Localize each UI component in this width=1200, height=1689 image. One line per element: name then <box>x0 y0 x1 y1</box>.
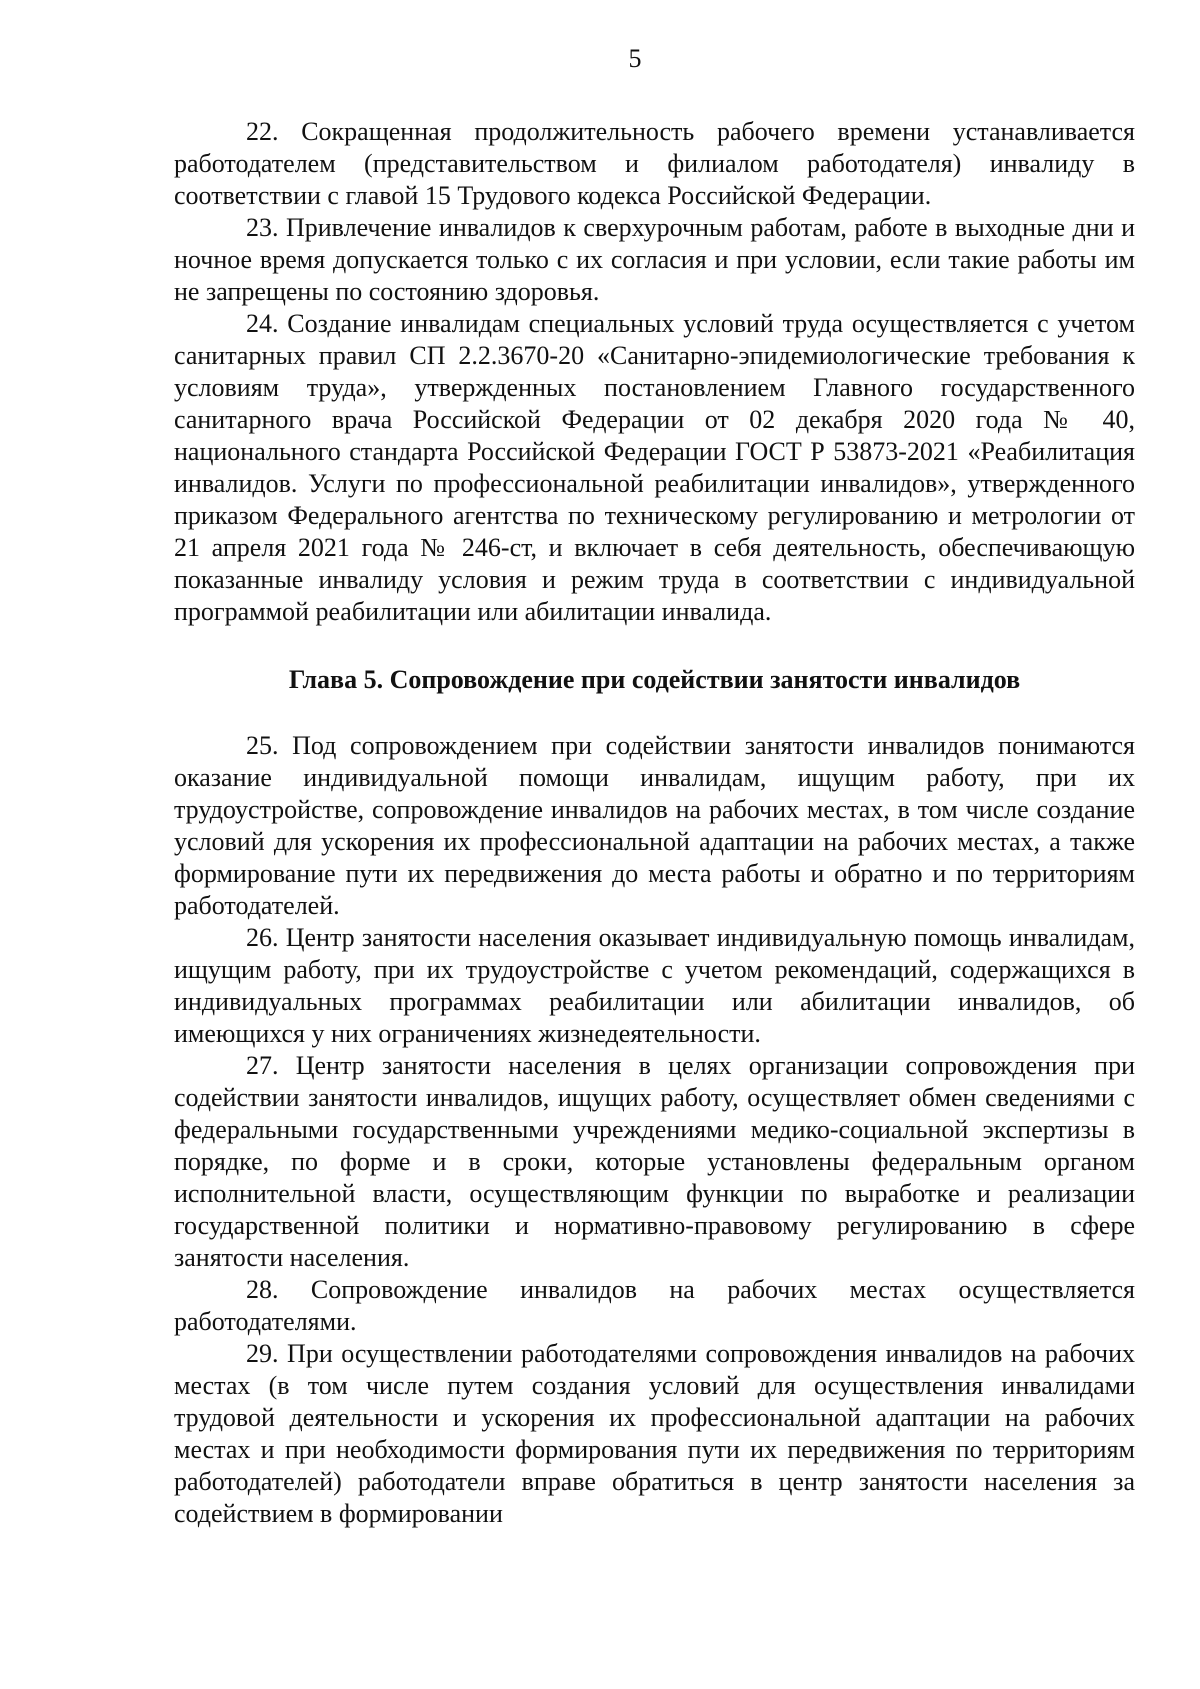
paragraph-26: 26. Центр занятости населения оказывает индивидуальную помощь инвалидам, ищущим работу, при их трудоустройстве с учетом рекомендаций, содержащихся в индивидуальных программах реабилитации или абилитации инвалидов, об имеющихся у них ограничениях жизнедеятельности. <box>174 923 1135 1048</box>
paragraph-28: 28. Сопровождение инвалидов на рабочих местах осуществляется работодателями. <box>174 1275 1135 1336</box>
paragraph-24: 24. Создание инвалидам специальных условий труда осуществляется с учетом санитарных правил СП 2.2.3670-20 «Санитарно-эпидемиологические требования к условиям труда», утвержденных постановлением Главного государственного санитарного врача Российской Федерации от 02 декабря 2020 года № 40, национального стандарта Российской Федерации ГОСТ Р 53873-2021 «Реабилитация инвалидов. Услуги по профессиональной реабилитации инвалидов», утвержденного приказом Федерального агентства по техническому регулированию и метрологии от 21 апреля 2021 года № 246-ст, и включает в себя деятельность, обеспечивающую показанные инвалиду условия и режим труда в соответствии с индивидуальной программой реабилитации или абилитации инвалида. <box>174 309 1135 626</box>
document-body <box>174 116 1135 1530</box>
page-number: 5 <box>628 44 642 73</box>
chapter-title: Глава 5. Сопровождение при содействии занятости инвалидов <box>288 665 1021 694</box>
paragraph-29: 29. При осуществлении работодателями сопровождения инвалидов на рабочих местах (в том числе путем создания условий для осуществления инвалидами трудовой деятельности и ускорения их профессиональной адаптации на рабочих местах и при необходимости формирования пути их передвижения по территориям работодателей) работодатели вправе обратиться в центр занятости населения за содействием в формировании <box>174 1339 1135 1528</box>
paragraph-22: 22. Сокращенная продолжительность рабочего времени устанавливается работодателем (представительством и филиалом работодателя) инвалиду в соответствии с главой 15 Трудового кодекса Российской Федерации. <box>174 117 1135 210</box>
paragraph-25: 25. Под сопровождением при содействии занятости инвалидов понимаются оказание индивидуальной помощи инвалидам, ищущим работу, при их трудоустройстве, сопровождение инвалидов на рабочих местах, в том числе создание условий для ускорения их профессиональной адаптации на рабочих местах, а также формирование пути их передвижения до места работы и обратно и по территориям работодателей. <box>174 731 1135 920</box>
paragraph-23: 23. Привлечение инвалидов к сверхурочным работам, работе в выходные дни и ночное время допускается только с их согласия и при условии, если такие работы им не запрещены по состоянию здоровья. <box>174 213 1135 306</box>
paragraph-27: 27. Центр занятости населения в целях организации сопровождения при содействии занятости инвалидов, ищущих работу, осуществляет обмен сведениями с федеральными государственными учреждениями медико-социальной экспертизы в порядке, по форме и в сроки, которые установлены федеральным органом исполнительной власти, осуществляющим функции по выработке и реализации государственной политики и нормативно-правовому регулированию в сфере занятости населения. <box>174 1051 1135 1272</box>
